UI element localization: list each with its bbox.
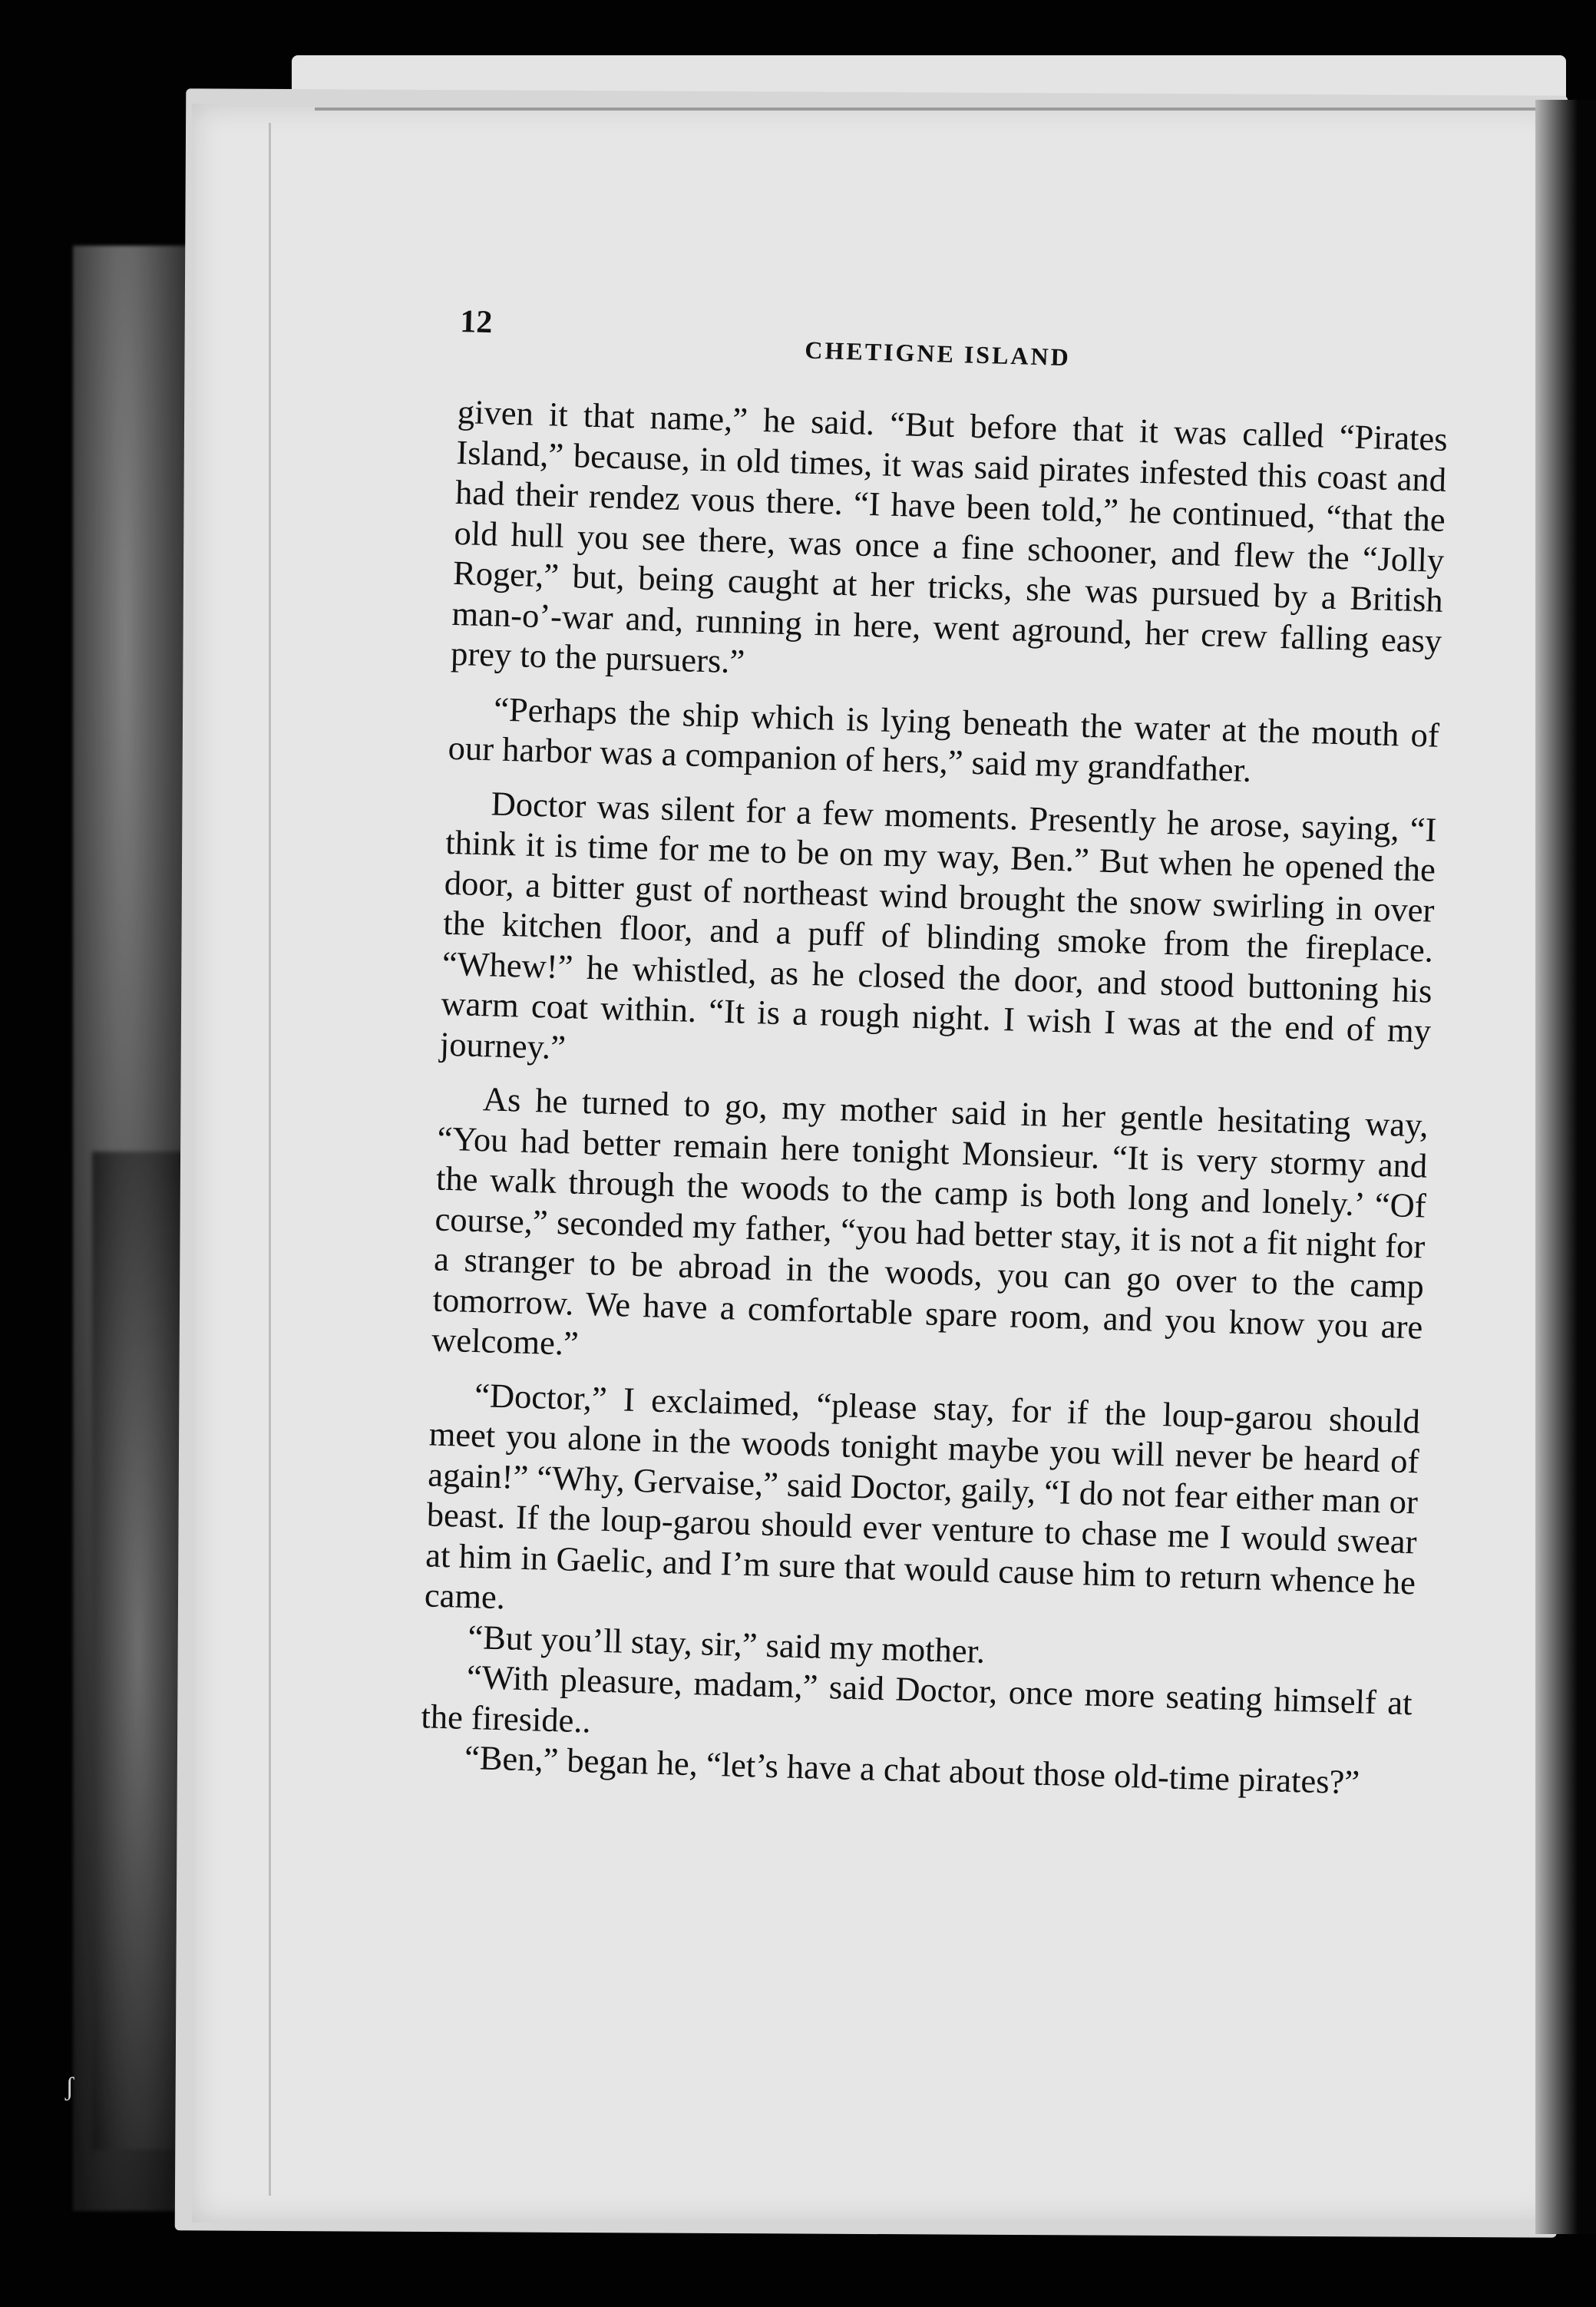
paragraph: given it that name,” he said. “But before that it was called “Pirates Island,” because, in old times, it was said pirates infested this coast and had their rendez vous there. “I have been told,” he continued, “that the old hull you see there, was once a fine schooner, and flew the “Jolly Roger,” but, being caught at her tricks, she was pursued by a British man-o’-war and, running in here, went aground, her crew falling easy prey to the pursuers.” bbox=[450, 392, 1449, 681]
page-number: 12 bbox=[459, 303, 493, 341]
paragraph: “Perhaps the ship which is lying beneath the water at the mouth of our harbor was a companion of hers,” said my grandfather. bbox=[448, 689, 1440, 789]
page-border-top bbox=[315, 107, 1558, 111]
paragraph: Doctor was silent for a few moments. Presently he arose, saying, “I think it is time for me to be on my way, Ben.” But when he opened the door, a bitter gust of northeast wind brought the snow swirling in over the kitchen floor, and a puff of blinding smoke from the fireplace. “Whew!” he whistled, as he closed the door, and stood buttoning his warm coat within. “It is a rough night. I wish I was at the end of my journey.” bbox=[439, 783, 1438, 1066]
right-edge-shadow bbox=[1535, 100, 1596, 2234]
paragraph: “Ben,” began he, “let’s have a chat about those old-time pirates?” bbox=[464, 1737, 1360, 1802]
paragraph: “But you’ll stay, sir,” said my mother. bbox=[467, 1617, 986, 1671]
page-border-left bbox=[269, 123, 271, 2196]
body-text bbox=[419, 392, 1448, 1804]
paragraph: “With pleasure, madam,” said Doctor, once more seating himself at the fireside.. bbox=[420, 1657, 1413, 1740]
paragraph: As he turned to go, my mother said in her gentle hesitating way, “You had better remain here tonight Monsieur. “It is very stormy and the walk through the woods to the camp is both long and lonely.’ “Of course,” seconded my father, “you had better stay, it is not a fit night for a stranger to be abroad in the woods, you can go over to the camp tomorrow. We have a comfortable spare room, and you know you are welcome.” bbox=[431, 1079, 1429, 1363]
spine-shadow-lower bbox=[92, 1152, 184, 2150]
running-head: CHETIGNE ISLAND bbox=[804, 335, 1072, 372]
scan-speck: ʃ bbox=[65, 2073, 74, 2101]
text-block bbox=[412, 303, 1450, 2050]
paragraph: “Doctor,” I exclaimed, “please stay, for if the loup-garou should meet you alone in the woods tonight maybe you will never be heard of again!” “Why, Gervaise,” said Doctor, gaily, “I do not fear either man or beast. If the loup-garou should ever venture to chase me I would swear at him in Gaelic, and I’m sure that would cause him to return whence he came. bbox=[424, 1375, 1421, 1617]
